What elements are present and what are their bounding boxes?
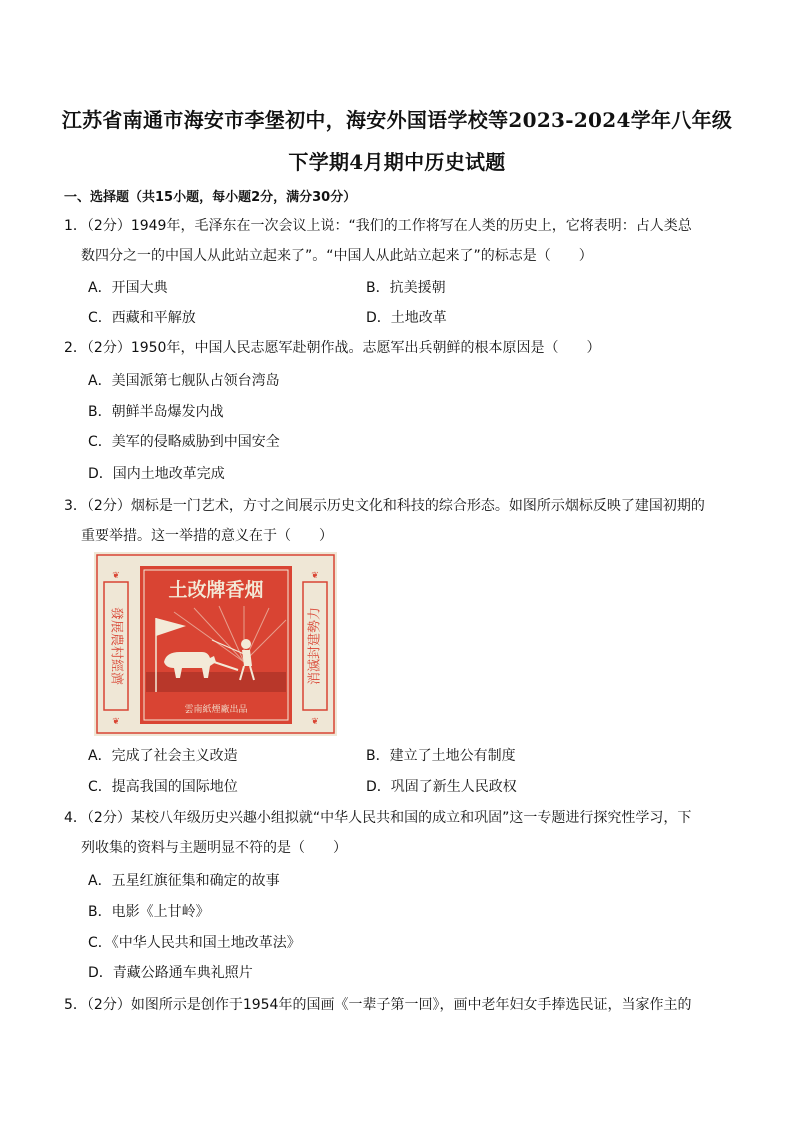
field-ground	[146, 672, 286, 692]
cigarette-label-image	[94, 552, 337, 736]
option-a[interactable]: A．五星红旗征集和确定的故事	[88, 873, 280, 889]
document-title-line-2: 下学期4月期中历史试题	[288, 150, 506, 174]
question-number: 5．	[64, 997, 87, 1013]
label-brand-title: 土改牌香烟	[168, 579, 264, 601]
label-maker: 雲南紙煙廠出品	[184, 705, 248, 715]
question-number: 1．	[64, 218, 87, 234]
question-text: （2分）如图所示是创作于1954年的国画《一辈子第一回》，画中老年妇女手捧选民证，当家作主的	[86, 997, 692, 1013]
question-text-continued: 数四分之一的中国人从此站立起来了”。“中国人从此站立起来了”的标志是（ ）	[81, 248, 593, 264]
question-text: （2分）某校八年级历史兴趣小组拟就“中华人民共和国的成立和巩固”这一专题进行探究性学习，下	[86, 810, 692, 826]
question-5	[64, 990, 734, 1020]
farmer-head-icon	[241, 639, 251, 649]
question-1	[64, 211, 734, 271]
question-number: 2．	[64, 340, 87, 356]
option-d[interactable]: D．青藏公路通车典礼照片	[88, 965, 253, 981]
question-text: （2分）烟标是一门艺术，方寸之间展示历史文化和科技的综合形态。如图所示烟标反映了建国初期的	[86, 498, 705, 514]
question-number: 3．	[64, 498, 87, 514]
option-b[interactable]: B．建立了土地公有制度	[366, 748, 516, 764]
question-text: （2分）1950年，中国人民志愿军赴朝作战。志愿军出兵朝鲜的根本原因是（ ）	[86, 340, 601, 356]
document-title-line-1: 江苏省南通市海安市李堡初中，海安外国语学校等2023-2024学年八年级	[61, 108, 733, 132]
left-slogan-ornament: ❦	[112, 717, 120, 727]
option-a[interactable]: A．完成了社会主义改造	[88, 748, 238, 764]
question-text: （2分）1949年，毛泽东在一次会议上说：“我们的工作将写在人类的历史上，它将表明：占人类总	[86, 218, 692, 234]
option-d[interactable]: D．土地改革	[366, 310, 447, 326]
option-a[interactable]: A．开国大典	[88, 280, 168, 296]
question-number: 4．	[64, 810, 87, 826]
option-b[interactable]: B．朝鲜半岛爆发内战	[88, 404, 224, 420]
question-4	[64, 803, 734, 863]
option-d[interactable]: D．巩固了新生人民政权	[366, 779, 517, 795]
left-slogan-ornament: ❦	[112, 571, 120, 581]
question-2	[64, 333, 734, 363]
option-a[interactable]: A．美国派第七舰队占领台湾岛	[88, 373, 280, 389]
right-slogan: 消滅封建勢力	[307, 606, 323, 686]
option-d[interactable]: D．国内土地改革完成	[88, 466, 225, 482]
option-c[interactable]: C．提高我国的国际地位	[88, 779, 238, 795]
option-c[interactable]: C．美军的侵略威胁到中国安全	[88, 434, 280, 450]
option-b[interactable]: B．电影《上甘岭》	[88, 904, 210, 920]
option-c[interactable]: C．西藏和平解放	[88, 310, 196, 326]
question-text-continued: 列收集的资料与主题明显不符的是（ ）	[81, 840, 347, 856]
option-c[interactable]: C．《中华人民共和国土地改革法》	[88, 935, 301, 951]
question-text-continued: 重要举措。这一举措的意义在于（ ）	[81, 528, 333, 544]
right-slogan-ornament: ❦	[311, 717, 319, 727]
section-heading: 一、选择题（共15小题，每小题2分，满分30分）	[64, 190, 357, 205]
option-b[interactable]: B．抗美援朝	[366, 280, 446, 296]
right-slogan-ornament: ❦	[311, 571, 319, 581]
left-slogan: 發展農村經濟	[108, 606, 124, 686]
question-3	[64, 491, 734, 551]
